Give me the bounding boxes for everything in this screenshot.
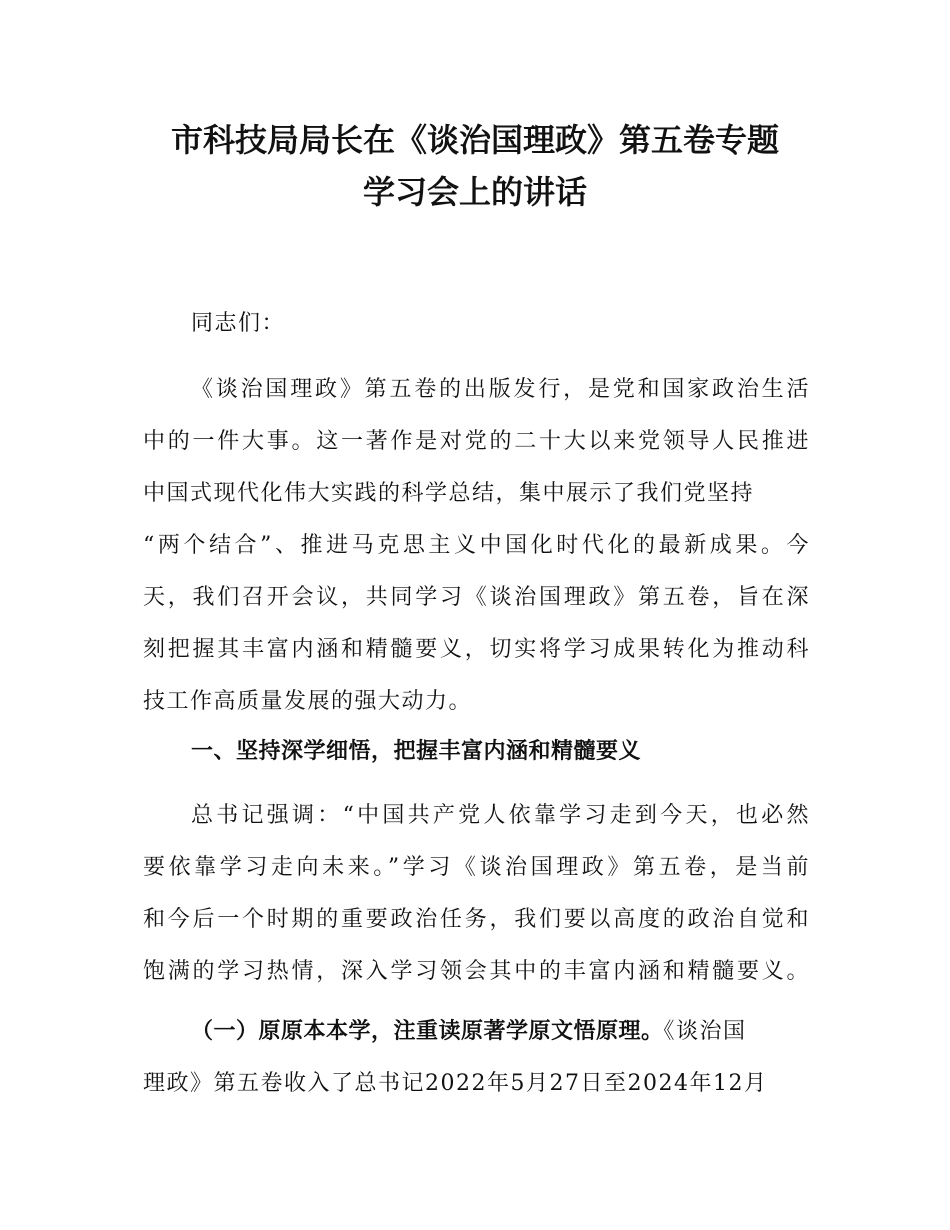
intro-line-1: 《谈治国理政》第五卷的出版发行，是党和国家政治生活 [191, 377, 810, 402]
section-heading-1 [143, 726, 810, 778]
intro-paragraph [143, 364, 810, 728]
document-title-line-2: 学习会上的讲话 [362, 173, 587, 211]
subsection-1-line-1-rest: 《谈治国 [663, 1019, 747, 1044]
subsection-1-paragraph [143, 1006, 810, 1110]
section-1-line-4: 饱满的学习热情，深入学习领会其中的丰富内涵和精髓要义。 [143, 959, 810, 984]
section-1-line-3: 和今后一个时期的重要政治任务，我们要以高度的政治自觉和 [143, 907, 810, 932]
intro-line-7: 技工作高质量发展的强大动力。 [143, 689, 473, 714]
intro-line-4: “两个结合”、推进马克思主义中国化时代化的最新成果。今 [143, 533, 810, 558]
section-1-line-2: 要依靠学习走向未来。”学习《谈治国理政》第五卷，是当前 [143, 855, 810, 880]
subsection-1-line-2: 理政》第五卷收入了总书记2022年5月27日至2024年12月 [143, 1071, 768, 1096]
intro-line-5: 天，我们召开会议，共同学习《谈治国理政》第五卷，旨在深 [143, 585, 810, 610]
intro-line-3: 中国式现代化伟大实践的科学总结，集中展示了我们党坚持 [143, 481, 755, 506]
section-heading-1-text: 一、坚持深学细悟，把握丰富内涵和精髓要义 [191, 739, 642, 764]
document-title-line-1: 市科技局局长在《谈治国理政》第五卷专题 [170, 121, 779, 159]
salutation: 同志们： [191, 311, 286, 336]
section-1-line-1: 总书记强调：“中国共产党人依靠学习走到今天，也必然 [191, 803, 810, 828]
salutation-paragraph [143, 298, 810, 350]
subsection-1-heading: （一）原原本本学，注重读原著学原文悟原理。 [191, 1019, 664, 1044]
intro-line-6: 刻把握其丰富内涵和精髓要义，切实将学习成果转化为推动科 [143, 637, 810, 662]
section-1-paragraph [143, 790, 810, 998]
intro-line-2: 中的一件大事。这一著作是对党的二十大以来党领导人民推进 [143, 429, 810, 454]
subsection-1-line-1 [143, 1006, 810, 1058]
